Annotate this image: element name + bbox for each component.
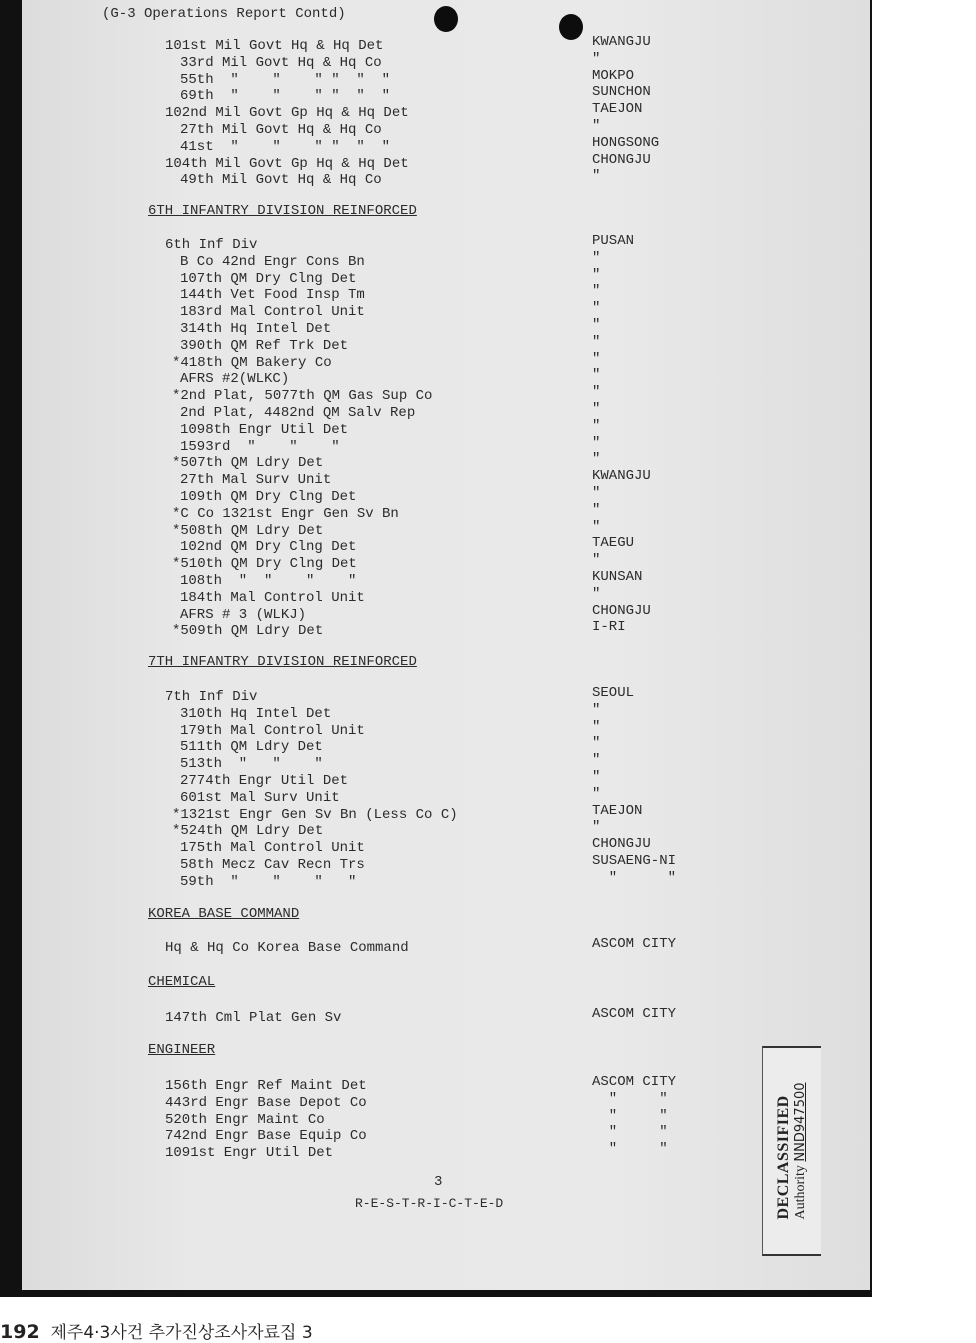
unit-location: TAEJON <box>592 101 643 118</box>
unit-location: " <box>592 350 601 367</box>
unit-location: " <box>592 701 601 718</box>
unit-row <box>22 936 870 957</box>
unit-row <box>22 1141 870 1162</box>
unit-row <box>22 1090 870 1112</box>
classification-marking: R-E-S-T-R-I-C-T-E-D <box>355 1196 504 1211</box>
unit-name: *C Co 1321st Engr Gen Sv Bn <box>172 505 399 522</box>
unit-name: 1091st Engr Util Det <box>165 1145 334 1162</box>
unit-row <box>22 50 870 72</box>
unit-location: " <box>592 249 601 266</box>
page-number: 3 <box>434 1174 443 1190</box>
unit-name: 310th Hq Intel Det <box>180 705 332 722</box>
unit-location: " " <box>592 869 677 886</box>
unit-name: 156th Engr Ref Maint Det <box>165 1078 367 1094</box>
unit-location: CHONGJU <box>592 151 651 168</box>
unit-location: " <box>592 168 601 185</box>
unit-name: 7th Inf Div <box>165 689 258 705</box>
unit-location: " <box>592 752 601 769</box>
report-header: (G-3 Operations Report Contd) <box>102 6 346 22</box>
unit-location: MOKPO <box>592 67 635 84</box>
punch-hole <box>434 6 458 32</box>
unit-location: " <box>592 384 601 401</box>
unit-row <box>22 1107 870 1129</box>
unit-row <box>22 585 870 607</box>
unit-name: 33rd Mil Govt Hq & Hq Co <box>180 54 382 71</box>
unit-location: " <box>592 316 601 333</box>
unit-name: 314th Hq Intel Det <box>180 320 332 337</box>
unit-name: Hq & Hq Co Korea Base Command <box>165 940 409 956</box>
unit-location: KWANGJU <box>592 34 651 50</box>
unit-name: 183rd Mal Control Unit <box>180 304 365 321</box>
unit-row <box>22 67 870 89</box>
unit-name: 109th QM Dry Clng Det <box>180 488 357 505</box>
unit-name: 601st Mal Surv Unit <box>180 789 340 806</box>
unit-location: " <box>592 283 601 300</box>
unit-name: 742nd Engr Base Equip Co <box>165 1128 367 1145</box>
unit-name: 107th QM Dry Clng Det <box>180 270 357 287</box>
unit-name: 1593rd " " " <box>180 438 340 455</box>
unit-location: " <box>592 819 601 836</box>
unit-name: *508th QM Ldry Det <box>172 522 324 539</box>
unit-name: 49th Mil Govt Hq & Hq Co <box>180 172 382 189</box>
unit-name: 175th Mal Control Unit <box>180 840 365 857</box>
unit-row <box>22 468 870 489</box>
unit-row <box>22 350 870 372</box>
unit-name: *507th QM Ldry Det <box>172 455 324 472</box>
unit-location: " " <box>592 1141 668 1158</box>
unit-name: 1098th Engr Util Det <box>180 421 349 438</box>
stamp-title: DECLASSIFIED <box>775 1095 792 1220</box>
unit-name: 179th Mal Control Unit <box>180 722 365 739</box>
unit-location: " <box>592 417 601 434</box>
unit-name: *510th QM Dry Clng Det <box>172 556 357 573</box>
unit-location: " <box>592 552 601 569</box>
7th-infantry-unit-list <box>22 685 870 891</box>
6th-infantry-unit-list <box>22 233 870 640</box>
unit-name: *418th QM Bakery Co <box>172 354 332 371</box>
mil-govt-unit-list <box>22 34 870 189</box>
unit-location: " <box>592 400 601 417</box>
punch-hole <box>559 14 583 40</box>
stamp-authority-value: NND947500 <box>793 1082 808 1162</box>
unit-location: " " <box>592 1124 668 1141</box>
unit-location: " <box>592 585 601 602</box>
unit-location: " <box>592 300 601 317</box>
unit-name: 104th Mil Govt Gp Hq & Hq Det <box>165 155 409 172</box>
unit-row <box>22 718 870 740</box>
unit-name: AFRS # 3 (WLKJ) <box>180 606 307 623</box>
unit-name: 55th " " " " " " <box>180 71 391 88</box>
unit-name: 443rd Engr Base Depot Co <box>165 1094 367 1111</box>
unit-row <box>22 1006 870 1027</box>
unit-location: " <box>592 50 601 67</box>
unit-location: " <box>592 117 601 134</box>
unit-location: SUNCHON <box>592 84 651 101</box>
unit-name: 108th " " " " <box>180 572 357 589</box>
unit-name: 69th " " " " " " <box>180 88 391 105</box>
unit-row <box>22 134 870 156</box>
unit-row <box>22 568 870 590</box>
book-page-number: 192 <box>0 1321 40 1343</box>
document-page <box>22 0 870 1290</box>
unit-name: 511th QM Ldry Det <box>180 739 323 756</box>
unit-name: 27th Mil Govt Hq & Hq Co <box>180 121 382 138</box>
unit-row <box>22 802 870 824</box>
unit-location: I-RI <box>592 619 626 636</box>
unit-name: 58th Mecz Cav Recn Trs <box>180 856 365 873</box>
unit-row <box>22 300 870 321</box>
unit-name: *509th QM Ldry Det <box>172 623 324 640</box>
unit-row <box>22 117 870 139</box>
unit-name: 390th QM Ref Trk Det <box>180 337 349 354</box>
unit-row <box>22 735 870 756</box>
unit-row <box>22 249 870 271</box>
unit-name: 101st Mil Govt Hq & Hq Det <box>165 38 384 54</box>
unit-location: SEOUL <box>592 685 635 701</box>
unit-row <box>22 819 870 840</box>
unit-name: AFRS #2(WLKC) <box>180 371 290 388</box>
unit-row <box>22 384 870 405</box>
korea-base-command-unit-list <box>22 936 870 957</box>
unit-row <box>22 434 870 456</box>
unit-row <box>22 1124 870 1145</box>
unit-row <box>22 619 870 640</box>
unit-row <box>22 484 870 506</box>
unit-row <box>22 602 870 624</box>
unit-name: 102nd Mil Govt Gp Hq & Hq Det <box>165 105 409 122</box>
unit-row <box>22 518 870 540</box>
unit-name: 520th Engr Maint Co <box>165 1111 325 1128</box>
unit-location: " " <box>592 1090 668 1107</box>
unit-row <box>22 768 870 790</box>
unit-row <box>22 101 870 122</box>
unit-row <box>22 451 870 472</box>
book-footer <box>0 1318 313 1343</box>
unit-location: " <box>592 333 601 350</box>
unit-location: SUSAENG-NI <box>592 852 677 869</box>
unit-row <box>22 151 870 173</box>
unit-location: HONGSONG <box>592 134 660 151</box>
unit-location: CHONGJU <box>592 836 651 853</box>
chemical-unit-list <box>22 1006 870 1027</box>
unit-location: " <box>592 501 601 518</box>
unit-name: *524th QM Ldry Det <box>172 823 324 840</box>
unit-name: B Co 42nd Engr Cons Bn <box>180 253 365 270</box>
unit-row <box>22 367 870 388</box>
unit-row <box>22 535 870 556</box>
unit-location: ASCOM CITY <box>592 936 677 952</box>
unit-location: ASCOM CITY <box>592 1006 677 1022</box>
unit-row <box>22 34 870 55</box>
unit-row <box>22 836 870 857</box>
unit-location: KUNSAN <box>592 568 643 585</box>
unit-name: 6th Inf Div <box>165 237 258 253</box>
unit-location: " <box>592 518 601 535</box>
unit-row <box>22 283 870 304</box>
section-heading-6th-infantry: 6TH INFANTRY DIVISION REINFORCED <box>148 203 417 219</box>
unit-row <box>22 266 870 288</box>
unit-name: 102nd QM Dry Clng Det <box>180 539 357 556</box>
unit-name: 41st " " " " " " <box>180 138 391 155</box>
unit-location: TAEJON <box>592 802 643 819</box>
unit-row <box>22 869 870 891</box>
unit-location: " <box>592 266 601 283</box>
unit-location: " " <box>592 1107 668 1124</box>
unit-location: ASCOM CITY <box>592 1074 677 1090</box>
unit-row <box>22 168 870 189</box>
unit-location: CHONGJU <box>592 602 651 619</box>
unit-name: 2nd Plat, 4482nd QM Salv Rep <box>180 404 416 421</box>
unit-location: KWANGJU <box>592 468 651 485</box>
section-heading-7th-infantry: 7TH INFANTRY DIVISION REINFORCED <box>148 654 417 670</box>
unit-name: 513th " " " <box>180 756 323 773</box>
unit-row <box>22 701 870 723</box>
unit-location: PUSAN <box>592 233 635 249</box>
unit-row <box>22 685 870 706</box>
unit-name: 144th Vet Food Insp Tm <box>180 287 365 304</box>
unit-row <box>22 752 870 773</box>
unit-name: 184th Mal Control Unit <box>180 589 365 606</box>
unit-location: " <box>592 785 601 802</box>
section-heading-engineer: ENGINEER <box>148 1042 216 1058</box>
unit-row <box>22 316 870 338</box>
section-heading-korea-base-command: KOREA BASE COMMAND <box>148 906 300 922</box>
unit-name: 147th Cml Plat Gen Sv <box>165 1010 342 1026</box>
unit-location: " <box>592 768 601 785</box>
unit-location: " <box>592 451 601 468</box>
unit-location: " <box>592 718 601 735</box>
unit-location: " <box>592 484 601 501</box>
book-title: 제주4·3사건 추가진상조사자료집 3 <box>50 1323 313 1343</box>
unit-row <box>22 233 870 254</box>
unit-row <box>22 417 870 439</box>
unit-name: 2774th Engr Util Det <box>180 772 349 789</box>
unit-row <box>22 785 870 807</box>
unit-row <box>22 852 870 874</box>
unit-row <box>22 1074 870 1095</box>
engineer-unit-list <box>22 1074 870 1162</box>
declassified-stamp <box>762 1046 821 1256</box>
unit-row <box>22 84 870 105</box>
stamp-authority-label: Authority <box>793 1165 808 1220</box>
unit-row <box>22 552 870 573</box>
unit-row <box>22 333 870 355</box>
unit-location: " <box>592 434 601 451</box>
section-heading-chemical: CHEMICAL <box>148 974 216 990</box>
unit-name: *2nd Plat, 5077th QM Gas Sup Co <box>172 388 433 405</box>
unit-name: 27th Mal Surv Unit <box>180 472 332 489</box>
unit-name: 59th " " " " <box>180 873 357 890</box>
unit-location: TAEGU <box>592 535 635 552</box>
unit-row <box>22 501 870 523</box>
unit-location: " <box>592 735 601 752</box>
unit-row <box>22 400 870 422</box>
unit-name: *1321st Engr Gen Sv Bn (Less Co C) <box>172 806 458 823</box>
unit-location: " <box>592 367 601 384</box>
